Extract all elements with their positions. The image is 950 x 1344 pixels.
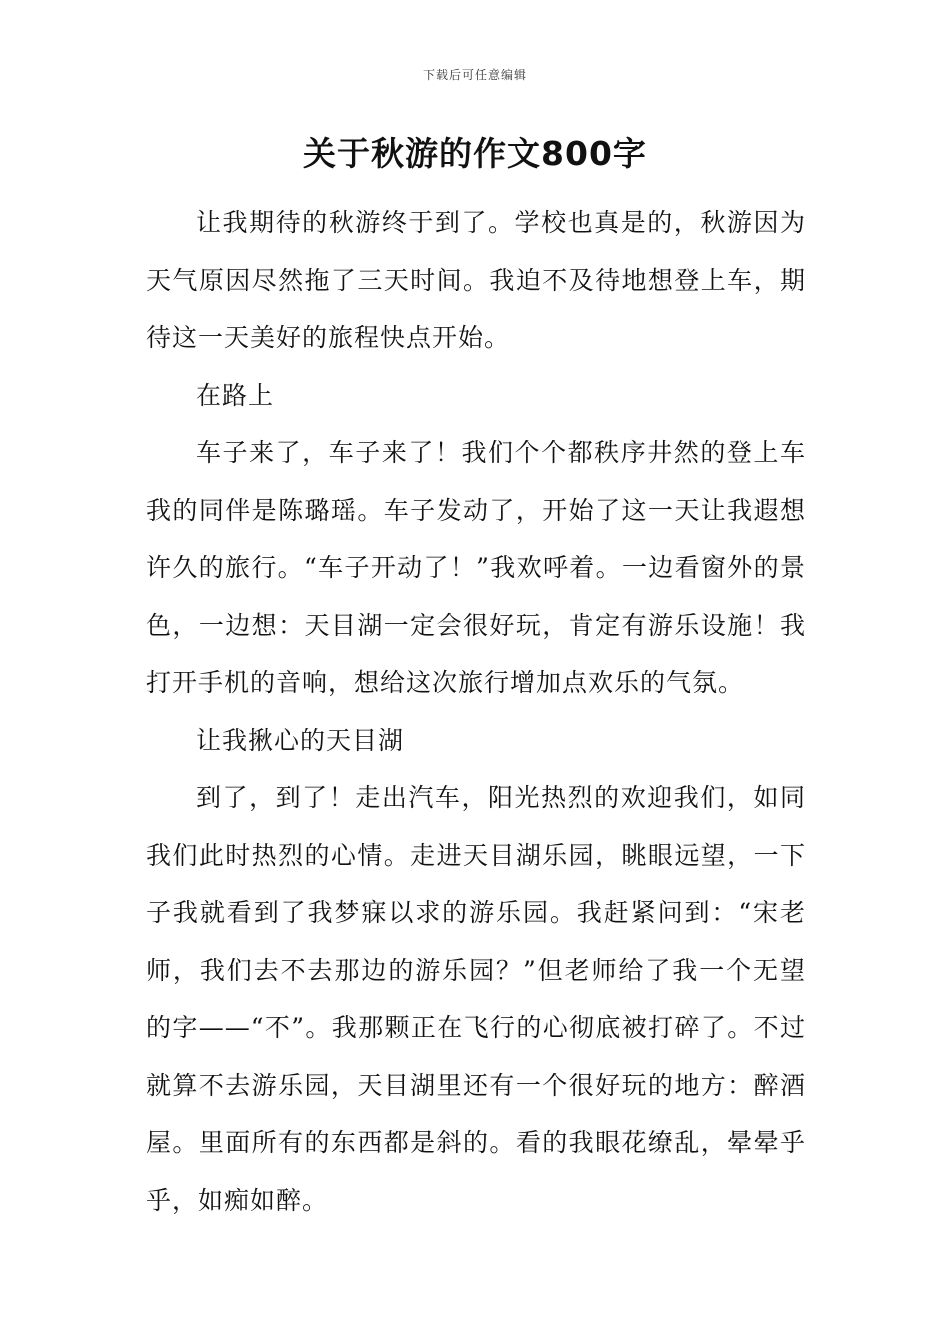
document-body <box>146 194 806 1229</box>
section-heading-tianmu-lake: 让我揪心的天目湖 <box>196 725 405 755</box>
header-note: 下载后可任意编辑 <box>422 68 527 82</box>
paragraph-intro: 让我期待的秋游终于到了。学校也真是的，秋游因为天气原因尽然拖了三天时间。我迫不及待地想登上车，期待这一天美好的旅程快点开始。 <box>146 208 806 352</box>
paragraph-bus-ride: 车子来了，车子来了！我们个个都秩序井然的登上车我的同伴是陈璐瑶。车子发动了，开始了这一天让我遐想许久的旅行。“车子开动了！”我欢呼着。一边看窗外的景色，一边想：天目湖一定会很好玩，肯定有游乐设施！我打开手机的音响，想给这次旅行增加点欢乐的气氛。 <box>146 438 806 697</box>
document-title: 关于秋游的作文800字 <box>303 134 647 173</box>
section-heading-on-the-road: 在路上 <box>196 380 275 410</box>
paragraph-arrival: 到了，到了！走出汽车，阳光热烈的欢迎我们，如同我们此时热烈的心情。走进天目湖乐园，眺眼远望，一下子我就看到了我梦寐以求的游乐园。我赶紧问到：“宋老师，我们去不去那边的游乐园？”但老师给了我一个无望的字——“不”。我那颗正在飞行的心彻底被打碎了。不过就算不去游乐园，天目湖里还有一个很好玩的地方：醉酒屋。里面所有的东西都是斜的。看的我眼花缭乱，晕晕乎乎，如痴如醉。 <box>146 783 806 1215</box>
